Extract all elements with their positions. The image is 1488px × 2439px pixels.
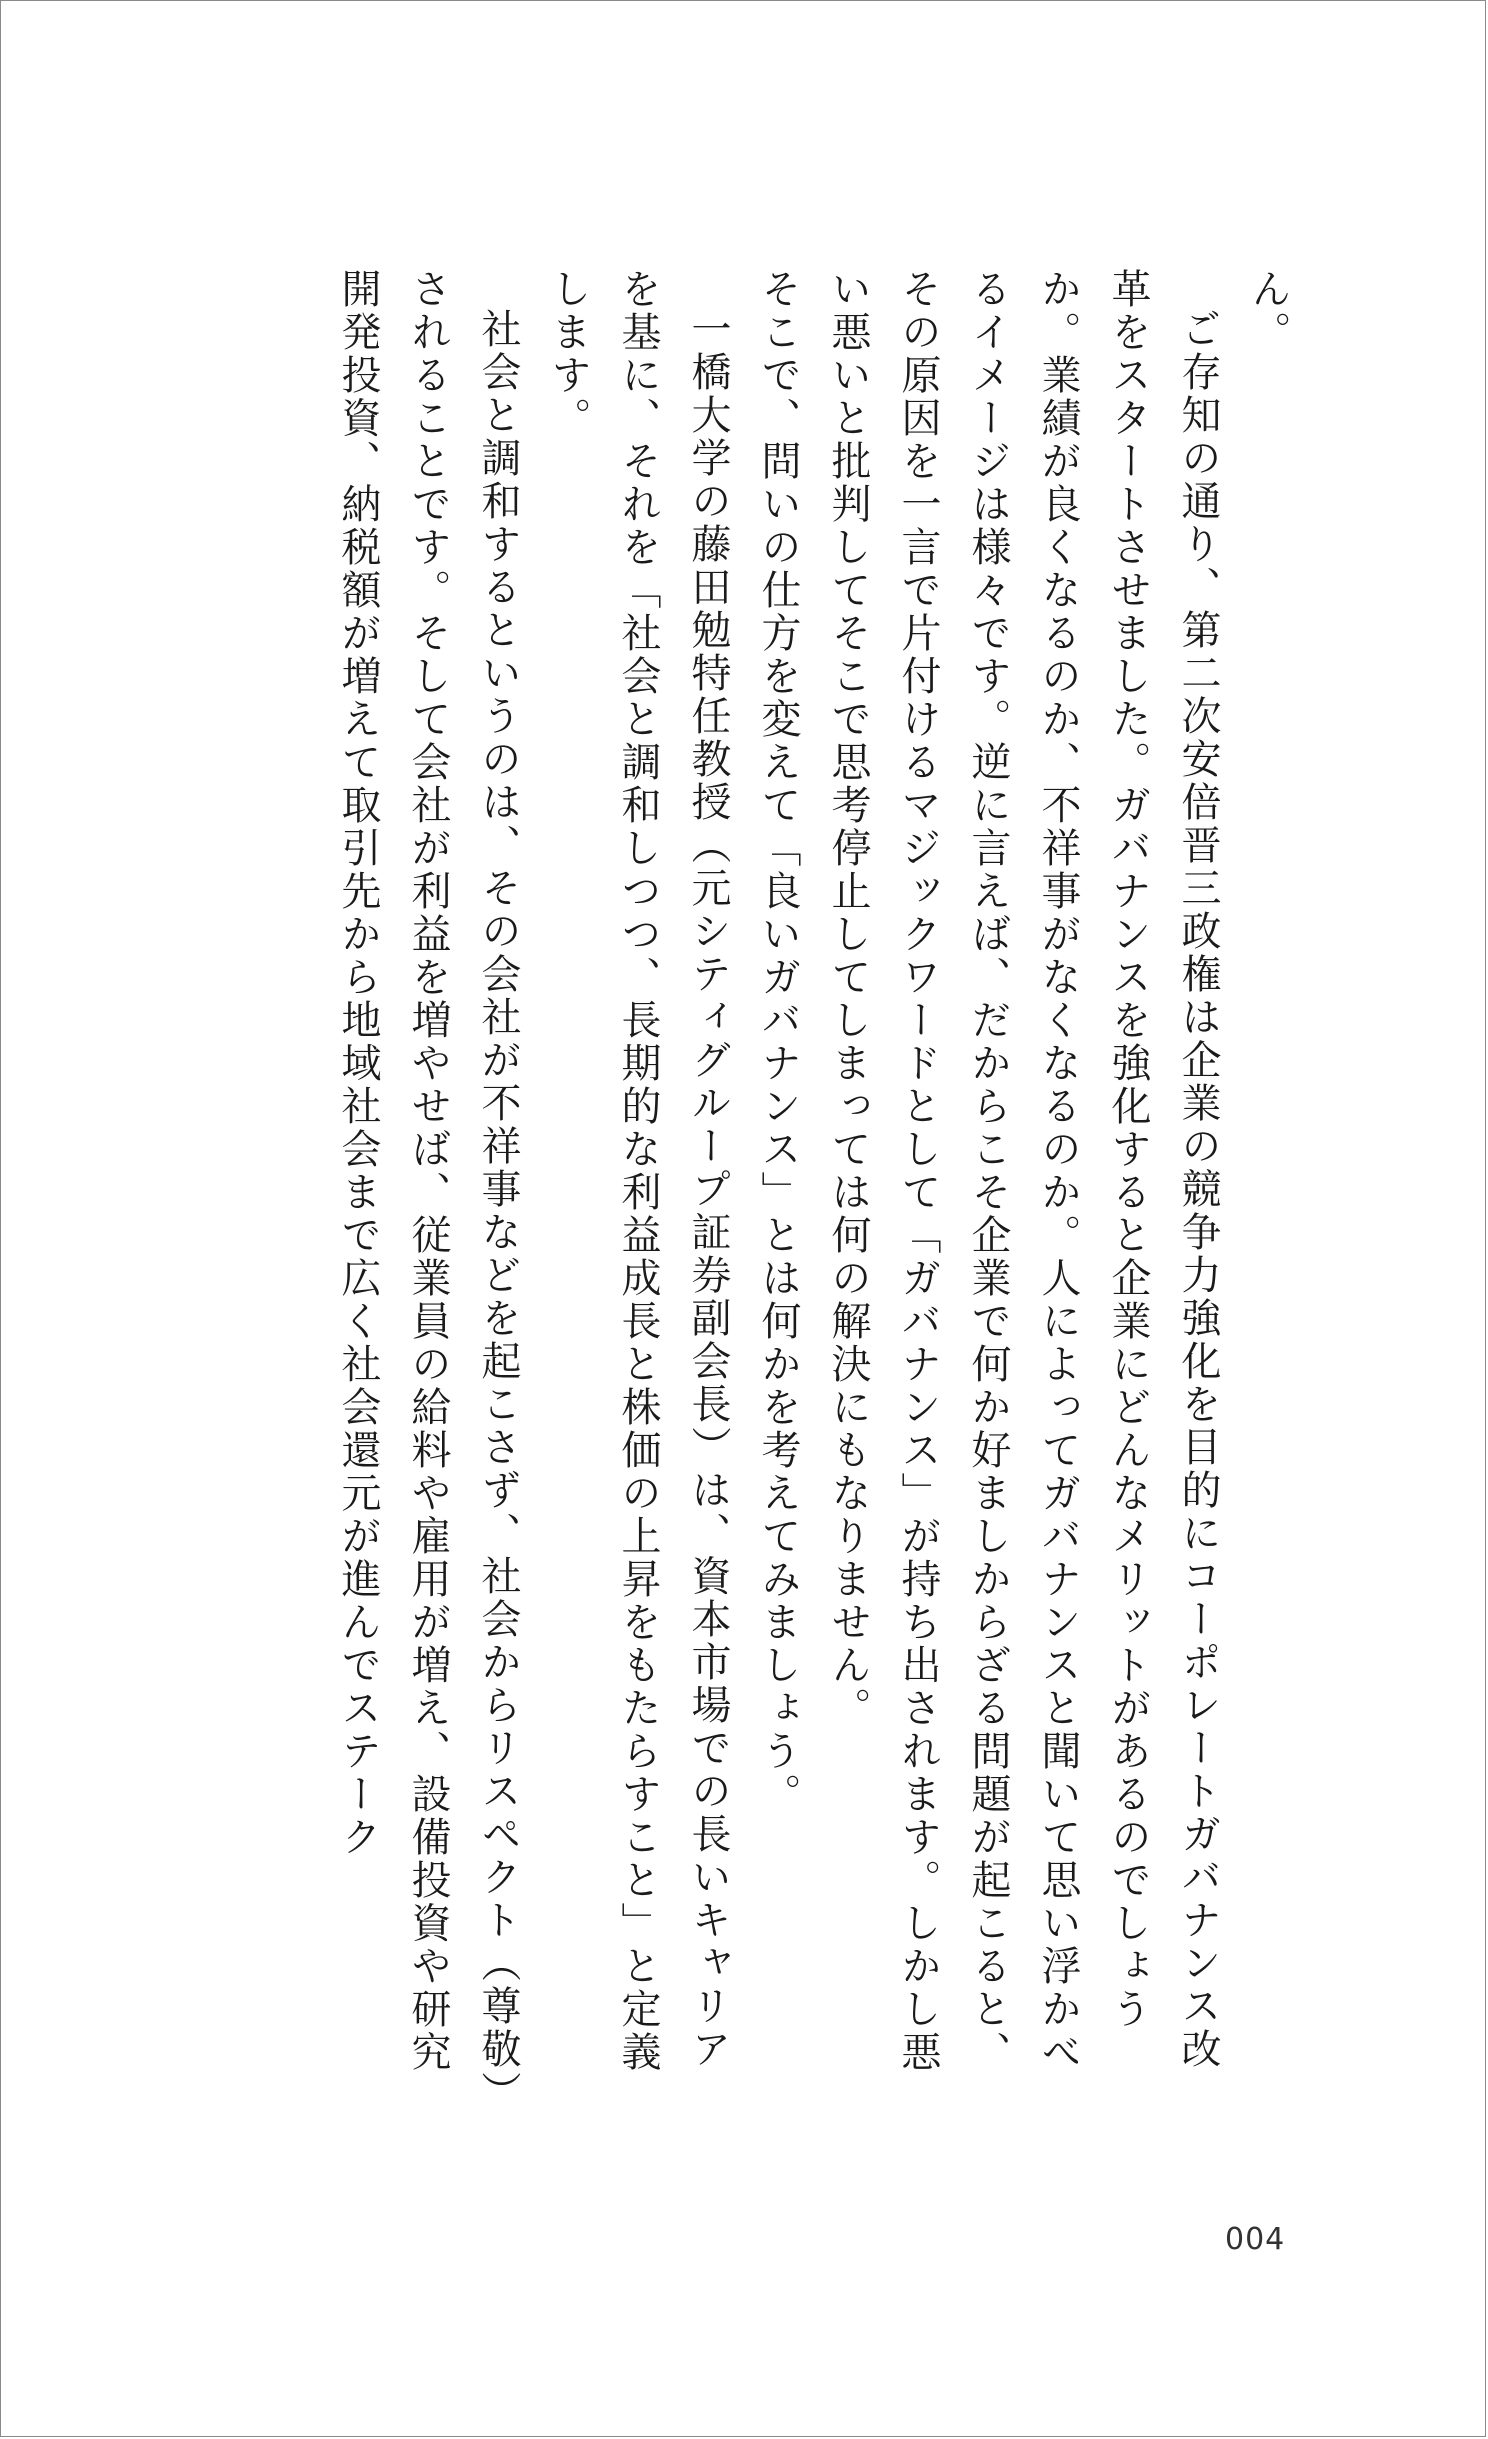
vertical-body-text [183,268,1303,2098]
paragraph-governance-reform: ご存知の通り、第二次安倍晋三政権は企業の競争力強化を目的にコーポレートガバナンス改革をスタートさせました。ガバナンスを強化すると企業にどんなメリットがあるのでしょうか。業績が良くなるのか、不祥事がなくなるのか。人によってガバナンスと聞いて思い浮かべるイメージは様々です。逆に言えば、だからこそ企業で何か好ましからざる問題が起こると、その原因を一言で片付けるマジックワードとして「ガバナンス」が持ち出されます。しかし悪い悪いと批判してそこで思考停止してしまっては何の解決にもなりません。 [825,268,1221,2074]
paragraph-social-harmony: 社会と調和するというのは、その会社が不祥事などを起こさず、社会からリスペクト（尊敬）されることです。そして会社が利益を増やせば、従業員の給料や雇用が増え、設備投資や研究開発投資、納税額が増えて取引先から地域社会まで広く社会還元が進んでステーク [335,268,521,2094]
paragraph-fujita-definition: 一橋大学の藤田勉特任教授（元シティグループ証券副会長）は、資本市場での長いキャリアを基に、それを「社会と調和しつつ、長期的な利益成長と株価の上昇をもたらすこと」と定義します。 [545,268,731,2074]
page-number: 004 [1225,2222,1286,2257]
paragraph-good-governance-question: そこで、問いの仕方を変えて「良いガバナンス」とは何かを考えてみましょう。 [755,268,801,1816]
paragraph-continuation: ん。 [1245,268,1291,354]
